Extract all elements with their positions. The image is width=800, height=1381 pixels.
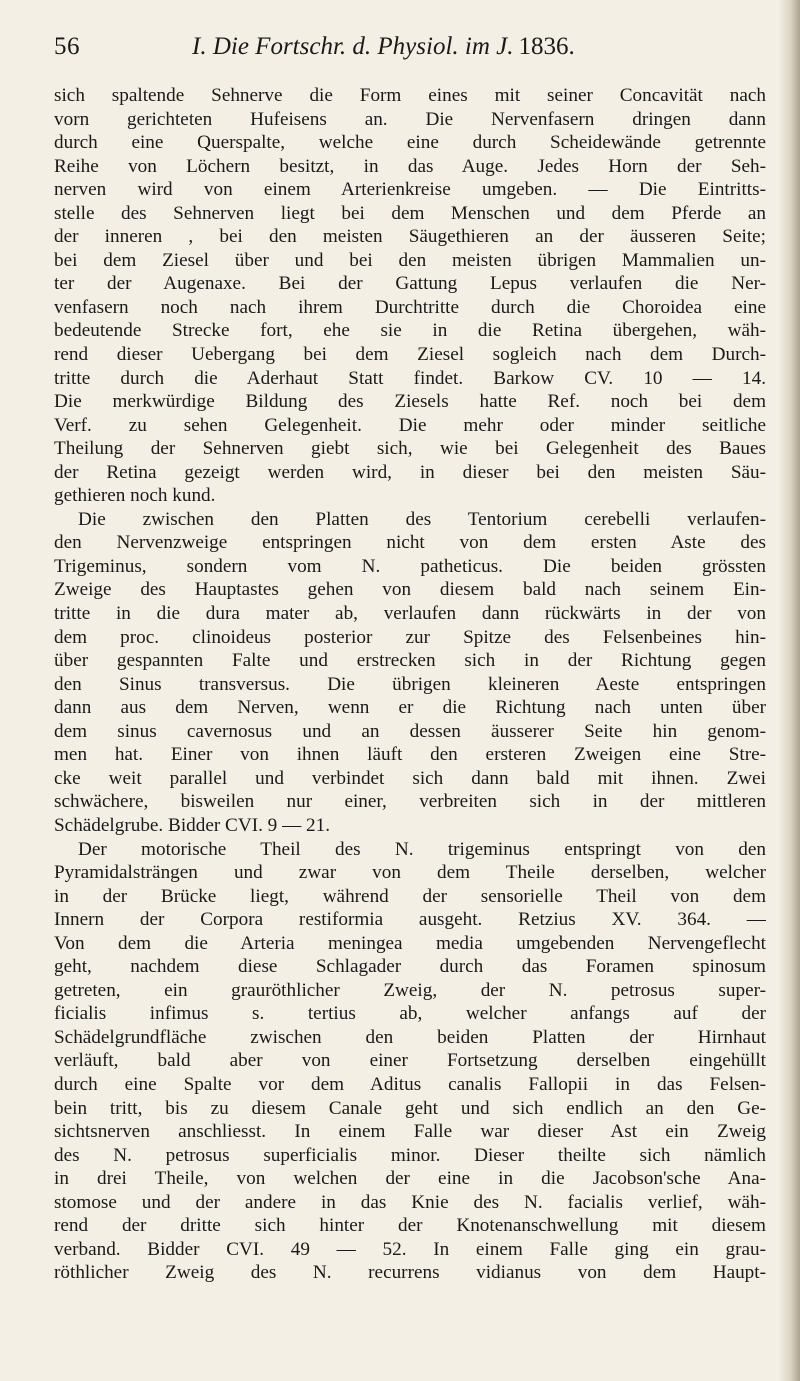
text-line: in der Brücke liegt, während der sensorielle Theil von dem xyxy=(54,885,766,907)
text-line: Trigeminus, sondern vom N. patheticus. Die beiden grössten xyxy=(54,555,766,577)
text-line: venfasern noch nach ihrem Durchtritte durch die Choroidea eine xyxy=(54,296,766,318)
text-line: in drei Theile, von welchen der eine in die Jacobson'sche Ana- xyxy=(54,1168,766,1190)
text-line: sichtsnerven anschliesst. In einem Falle war dieser Ast ein Zweig xyxy=(54,1121,766,1143)
text-line: Theilung der Sehnerven giebt sich, wie bei Gelegenheit des Baues xyxy=(54,438,766,460)
text-line: Der motorische Theil des N. trigeminus entspringt von den xyxy=(78,838,766,860)
text-line: ficialis infimus s. tertius ab, welcher anfangs auf der xyxy=(54,1003,766,1025)
text-line: bedeutende Strecke fort, ehe sie in die Retina übergehen, wäh- xyxy=(54,320,766,342)
text-line: bein tritt, bis zu diesem Canale geht und sich endlich an den Ge- xyxy=(54,1097,766,1119)
text-line: verläuft, bald aber von einer Fortsetzung derselben eingehüllt xyxy=(54,1050,766,1072)
text-line: tritte durch die Aderhaut Statt findet. Barkow CV. 10 — 14. xyxy=(54,367,766,389)
text-line: cke weit parallel und verbindet sich dann bald mit ihnen. Zwei xyxy=(54,767,766,789)
text-line: schwächere, bisweilen nur einer, verbreiten sich in der mittleren xyxy=(54,791,766,813)
text-line: stelle des Sehnerven liegt bei dem Menschen und dem Pferde an xyxy=(54,202,766,224)
text-line: nerven wird von einem Arterienkreise umgeben. — Die Eintritts- xyxy=(54,179,766,201)
text-line: röthlicher Zweig des N. recurrens vidianus von dem Haupt- xyxy=(54,1262,766,1284)
text-line: gethieren noch kund. xyxy=(54,485,216,507)
text-line: tritte in die dura mater ab, verlaufen dann rückwärts in der von xyxy=(54,603,766,625)
text-line: durch eine Querspalte, welche eine durch Scheidewände getrennte xyxy=(54,132,766,154)
text-line: Schädelgrube. Bidder CVI. 9 — 21. xyxy=(54,814,331,836)
page-header xyxy=(54,33,754,67)
text-line: Pyramidalsträngen und zwar von dem Theile derselben, welcher xyxy=(54,862,766,884)
text-line: Innern der Corpora restiformia ausgeht. Retzius XV. 364. — xyxy=(54,909,766,931)
text-line: vorn gerichteten Hufeisens an. Die Nervenfasern dringen dann xyxy=(54,108,766,130)
text-line: stomose und der andere in das Knie des N. facialis verlief, wäh- xyxy=(54,1191,766,1213)
running-head xyxy=(192,33,575,61)
body-text xyxy=(54,84,766,1285)
text-line: Die zwischen den Platten des Tentorium cerebelli verlaufen- xyxy=(78,508,766,530)
text-line: verband. Bidder CVI. 49 — 52. In einem Falle ging ein grau- xyxy=(54,1238,766,1260)
text-line: dem sinus cavernosus und an dessen äusserer Seite hin genom- xyxy=(54,720,766,742)
text-line: ter der Augenaxe. Bei der Gattung Lepus verlaufen die Ner- xyxy=(54,273,766,295)
text-line: Verf. zu sehen Gelegenheit. Die mehr oder minder seitliche xyxy=(54,414,766,436)
text-line: der Retina gezeigt werden wird, in dieser bei den meisten Säu- xyxy=(54,461,766,483)
text-line: bei dem Ziesel über und bei den meisten übrigen Mammalien un- xyxy=(54,249,766,271)
running-head-year: 1836. xyxy=(518,33,575,60)
page-number: 56 xyxy=(54,33,80,60)
text-line: rend dieser Uebergang bei dem Ziesel sogleich nach dem Durch- xyxy=(54,344,766,366)
text-line: über gespannten Falte und erstrecken sich in der Richtung gegen xyxy=(54,650,766,672)
text-line: Zweige des Hauptastes gehen von diesem bald nach seinem Ein- xyxy=(54,579,766,601)
text-line: getreten, ein grauröthlicher Zweig, der N. petrosus super- xyxy=(54,979,766,1001)
text-line: dem proc. clinoideus posterior zur Spitze des Felsenbeines hin- xyxy=(54,626,766,648)
text-line: geht, nachdem diese Schlagader durch das Foramen spinosum xyxy=(54,956,766,978)
text-line: Reihe von Löchern besitzt, in das Auge. Jedes Horn der Seh- xyxy=(54,155,766,177)
text-line: men hat. Einer von ihnen läuft den ersteren Zweigen eine Stre- xyxy=(54,744,766,766)
text-line: Von dem die Arteria meningea media umgebenden Nervengeflecht xyxy=(54,932,766,954)
running-head-title: I. Die Fortschr. d. Physiol. im J. xyxy=(192,33,519,60)
text-line: dann aus dem Nerven, wenn er die Richtung nach unten über xyxy=(54,697,766,719)
text-line: Die merkwürdige Bildung des Ziesels hatte Ref. noch bei dem xyxy=(54,391,766,413)
text-line: durch eine Spalte vor dem Aditus canalis Fallopii in das Felsen- xyxy=(54,1073,766,1095)
text-line: den Nervenzweige entspringen nicht von dem ersten Aste des xyxy=(54,532,766,554)
text-line: den Sinus transversus. Die übrigen kleineren Aeste entspringen xyxy=(54,673,766,695)
page-edge-shadow xyxy=(778,0,800,1381)
text-line: sich spaltende Sehnerve die Form eines mit seiner Concavität nach xyxy=(54,85,766,106)
text-line: des N. petrosus superficialis minor. Dieser theilte sich nämlich xyxy=(54,1144,766,1166)
text-line: rend der dritte sich hinter der Knotenanschwellung mit diesem xyxy=(54,1215,766,1237)
text-line: Schädelgrundfläche zwischen den beiden Platten der Hirnhaut xyxy=(54,1026,766,1048)
text-line: der inneren , bei den meisten Säugethieren an der äusseren Seite; xyxy=(54,226,766,248)
